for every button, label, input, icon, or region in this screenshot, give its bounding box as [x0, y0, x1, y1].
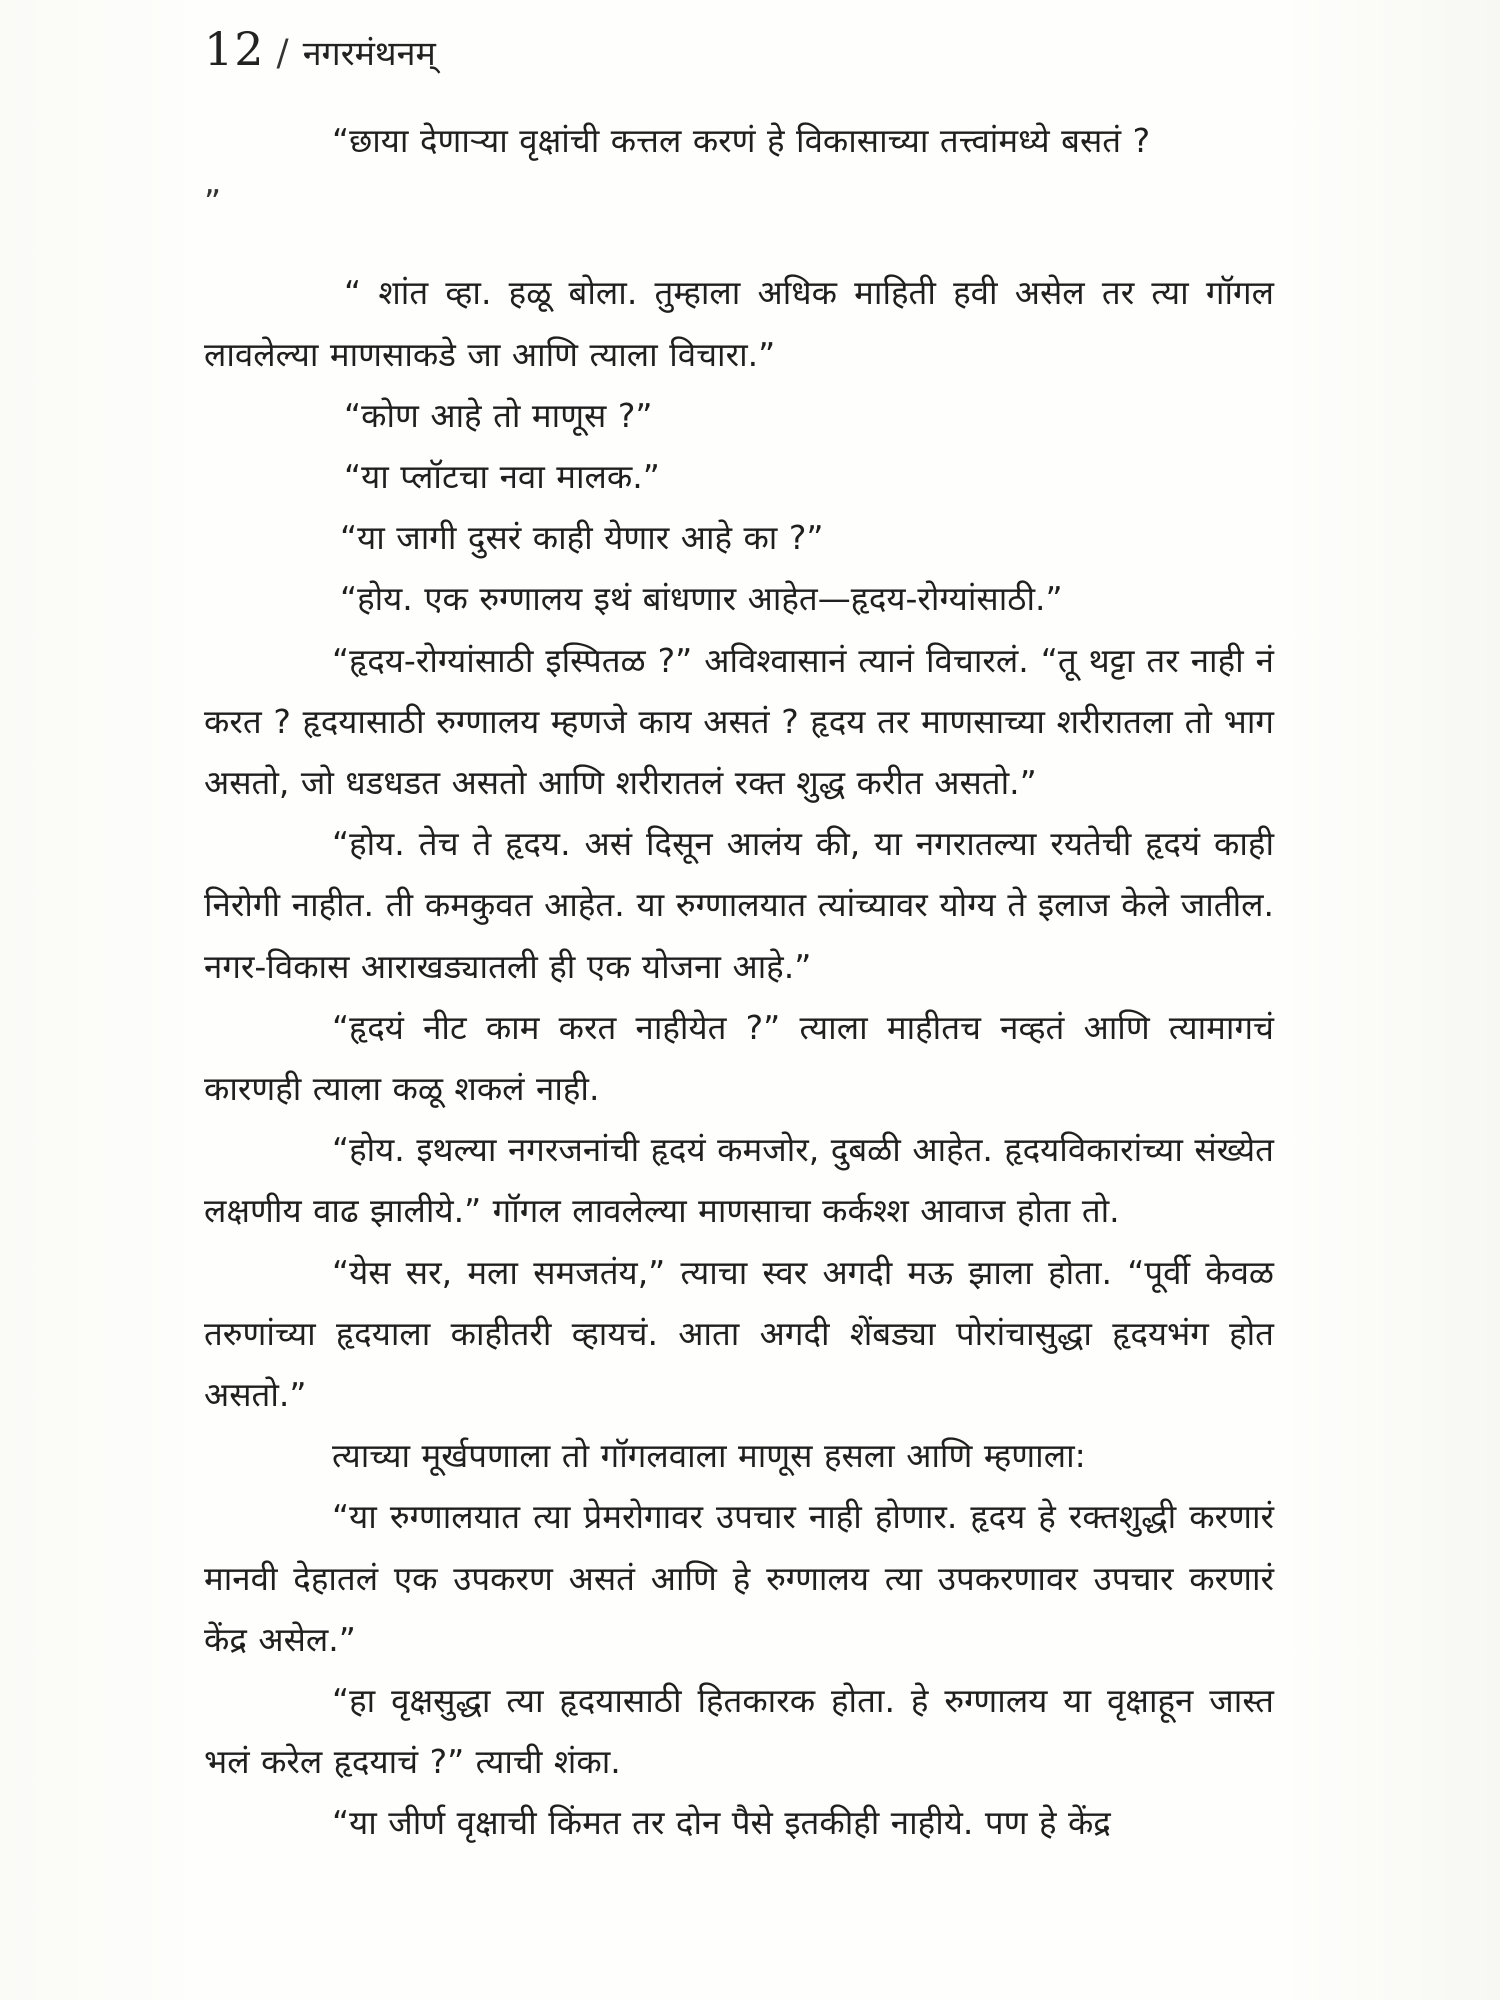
page-number: 12 — [204, 22, 265, 76]
paragraph-12: त्याच्या मूर्खपणाला तो गॉगलवाला माणूस हसला आणि म्हणाला: — [332, 1436, 1086, 1476]
paragraph-5: “या जागी दुसरं काही येणार आहे का ?” — [340, 518, 824, 558]
paragraph-11: “येस सर, मला समजतंय,” त्याचा स्वर अगदी मऊ झाला होता. “पूर्वी केवळ तरुणांच्या हृदयाला काहीतरी व्हायचं. आता अगदी शेंबड्या पोरांचासुद्धा हृदयभंग होत असतो.” — [204, 1252, 1274, 1415]
paragraph-1: “छाया देणाऱ्या वृक्षांची कत्तल करणं हे विकासाच्या तत्त्वांमध्ये बसतं ? — [332, 121, 1151, 160]
closing-quote-line: ” — [204, 182, 222, 222]
paragraph-3: “कोण आहे तो माणूस ?” — [344, 395, 653, 435]
paragraph-4: “या प्लॉटचा नवा मालक.” — [344, 457, 660, 496]
paragraph-7: “हृदय-रोग्यांसाठी इस्पितळ ?” अविश्वासानं त्यानं विचारलं. “तू थट्टा तर नाही नं करत ? हृदयासाठी रुग्णालय म्हणजे काय असतं ? हृदय तर माणसाच्या शरीरातला तो भाग असतो, जो धडधडत असतो आणि शरीरातलं रक्त शुद्ध करीत असतो.” — [204, 640, 1274, 803]
header-separator: / — [276, 33, 289, 74]
paragraph-6: “होय. एक रुग्णालय इथं बांधणार आहेत—हृदय-रोग्यांसाठी.” — [340, 579, 1063, 619]
book-title: नगरमंथनम् — [302, 34, 436, 74]
paragraph-13: “या रुग्णालयात त्या प्रेमरोगावर उपचार नाही होणार. हृदय हे रक्तशुद्धी करणारं मानवी देहातलं एक उपकरण असतं आणि हे रुग्णालय त्या उपकरणावर उपचार करणारं केंद्र असेल.” — [204, 1497, 1274, 1659]
paragraph-gap — [204, 232, 1274, 262]
body-text — [204, 110, 1274, 1854]
running-header — [204, 22, 436, 82]
paragraph-14: “हा वृक्षसुद्धा त्या हृदयासाठी हितकारक होता. हे रुग्णालय या वृक्षाहून जास्त भलं करेल हृदयाचं ?” त्याची शंका. — [204, 1681, 1274, 1782]
paragraph-2: “ शांत व्हा. हळू बोला. तुम्हाला अधिक माहिती हवी असेल तर त्या गॉगल लावलेल्या माणसाकडे जा आणि त्याला विचारा.” — [204, 273, 1274, 374]
paragraph-9: “हृदयं नीट काम करत नाहीयेत ?” त्याला माहीतच नव्हतं आणि त्यामागचं कारणही त्याला कळू शकलं नाही. — [204, 1007, 1274, 1109]
paragraph-10: “होय. इथल्या नगरजनांची हृदयं कमजोर, दुबळी आहेत. हृदयविकारांच्या संख्येत लक्षणीय वाढ झालीये.” गॉगल लावलेल्या माणसाचा कर्कश्श आवाज होता तो. — [204, 1130, 1274, 1231]
paragraph-8: “होय. तेच ते हृदय. असं दिसून आलंय की, या नगरातल्या रयतेची हृदयं काही निरोगी नाहीत. ती कमकुवत आहेत. या रुग्णालयात त्यांच्यावर योग्य ते इलाज केले जातील. नगर-विकास आराखड्यातली ही एक योजना आहे.” — [204, 824, 1274, 986]
paragraph-15: “या जीर्ण वृक्षाची किंमत तर दोन पैसे इतकीही नाहीये. पण हे केंद्र — [332, 1803, 1111, 1843]
